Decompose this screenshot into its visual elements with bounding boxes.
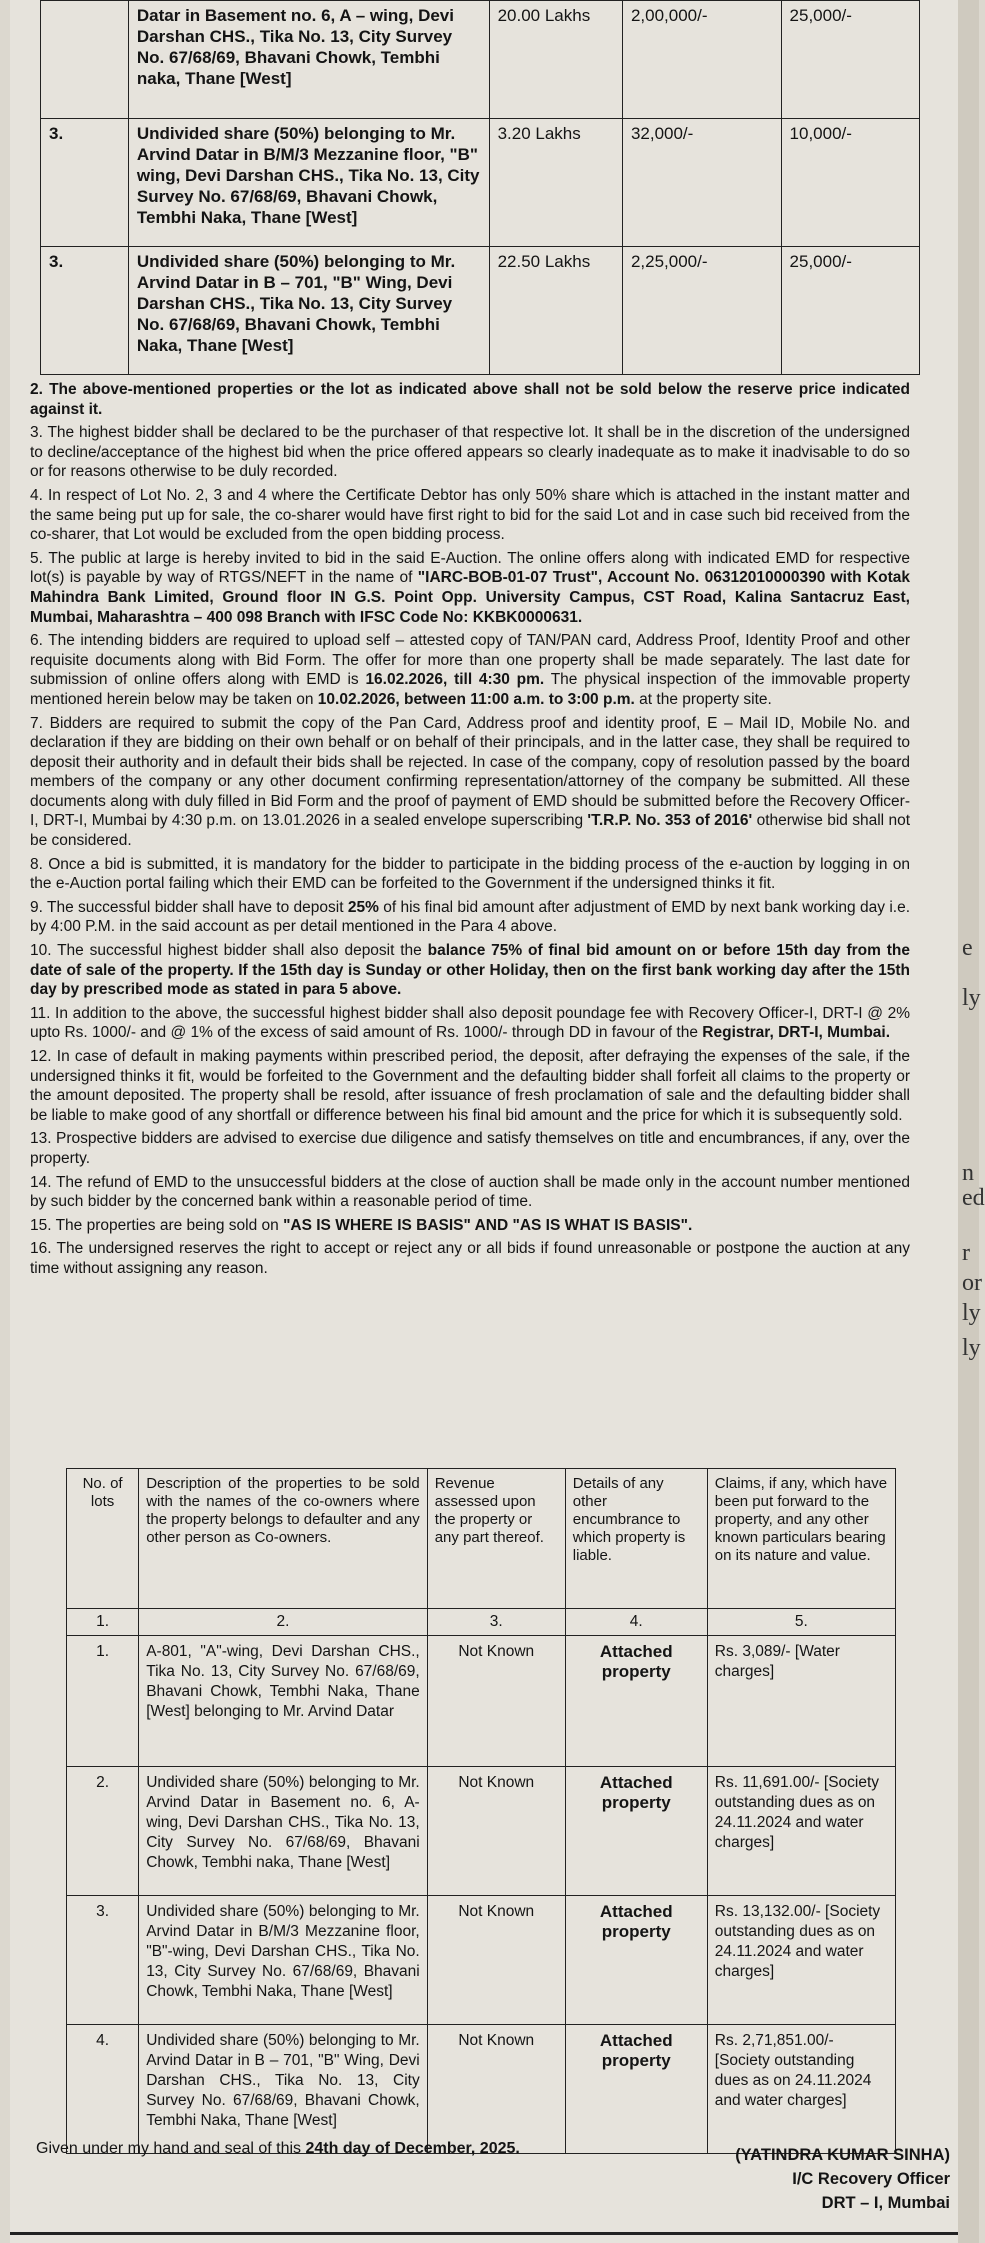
term-4: 4. In respect of Lot No. 2, 3 and 4 where the Certificate Debtor has only 50% share which is attached in the instant matter and the same being put up for sale, the co-sharer would have first right to bid for the said Lot and in case such bid received from the co-sharer, that Lot would be excluded from the open bidding process.: [30, 486, 910, 544]
bottom-rule: [10, 2232, 958, 2235]
lot-description: Undivided share (50%) belonging to Mr. Arvind Datar in B – 701, "B" Wing, Devi Darshan CHS., Tika No. 13, City Survey No. 67/68/69, Bhavani Chowk, Tembhi Naka, Thane [West]: [128, 247, 489, 375]
header-lot-number: No. of lots: [67, 1469, 139, 1609]
adjacent-fragment: or: [962, 1270, 982, 1296]
adjacent-fragment: r: [962, 1240, 970, 1266]
table-row: [67, 1896, 896, 2025]
term-3: 3. The highest bidder shall be declared to be the purchaser of that respective lot. It shall be in the discretion of the undersigned to decline/acceptance of the highest bid when the price offered appears so clearly inadequate as to make it inadvisable to do so or for reasons otherwise to be duly recorded.: [30, 424, 910, 481]
term-8: 8. Once a bid is submitted, it is mandatory for the bidder to participate in the bidding process of the e-auction by logging in on the e-Auction portal failing which their EMD can be forfeited to the Government if the undersigned thinks it fit.: [30, 855, 910, 893]
adjacent-fragment: e: [962, 935, 973, 961]
term-15: 15. The properties are being sold on "AS IS WHERE IS BASIS" AND "AS IS WHAT IS BASIS".: [30, 1216, 693, 1234]
column-number: 1.: [67, 1609, 139, 1636]
revenue-assessed: Not Known: [427, 1767, 565, 1896]
reserve-price: 3.20 Lakhs: [489, 119, 622, 247]
table-header-row: [67, 1469, 896, 1609]
table-row: [67, 1767, 896, 1896]
terms-and-conditions: [30, 380, 910, 1283]
term-16: 16. The undersigned reserves the right to accept or reject any or all bids if found unreasonable or postpone the auction at any time without assigning any reason.: [30, 1240, 910, 1277]
office-name: DRT – I, Mumbai: [821, 2194, 950, 2212]
adjacent-fragment: ly: [962, 1300, 981, 1326]
table-row: [41, 247, 920, 375]
term-6: 6. The intending bidders are required to upload self – attested copy of TAN/PAN card, Address Proof, Identity Proof and other requisite documents along with Bid Form. The offer for more than one property shall be made separately. The last date for submission of online offers along with EMD is 16.02.2026, till 4:30 pm. The physical inspection of the immovable property mentioned herein below may be taken on 10.02.2026, between 11:00 a.m. to 3:00 p.m. at the property site.: [30, 632, 910, 708]
table-row: [41, 119, 920, 247]
term-9: 9. The successful bidder shall have to deposit 25% of his final bid amount after adjustment of EMD by next bank working day i.e. by 4:00 P.M. in the said account as per detail mentioned in the Para 4 above.: [30, 898, 910, 936]
lot-number: 1.: [67, 1636, 139, 1767]
bid-increment: 25,000/-: [781, 247, 919, 375]
lot-description: Datar in Basement no. 6, A – wing, Devi Darshan CHS., Tika No. 13, City Survey No. 67/68/69, Bhavani Chowk, Tembhi naka, Thane [West]: [128, 1, 489, 119]
reserve-price: 20.00 Lakhs: [489, 1, 622, 119]
term-5: 5. The public at large is hereby invited to bid in the said E-Auction. The online offers along with indicated EMD for respective lot(s) is payable by way of RTGS/NEFT in the name of "IARC-BOB-01-07 Trust", Account No. 06312010000390 with Kotak Mahindra Bank Limited, Ground floor IN G.S. Point Opp. University Campus, CST Road, Kalina Santacruz East, Mumbai, Maharashtra – 400 098 Branch with IFSC Code No: KKBK0000631.: [30, 549, 910, 626]
lot-number: 3.: [41, 119, 129, 247]
emd-amount: 2,25,000/-: [622, 247, 781, 375]
adjacent-fragment: n: [962, 1160, 974, 1186]
officer-title: I/C Recovery Officer: [792, 2170, 950, 2188]
lot-description: Undivided share (50%) belonging to Mr. Arvind Datar in B/M/3 Mezzanine floor, "B" wing, Devi Darshan CHS., Tika No. 13, City Survey No. 67/68/69, Bhavani Chowk, Tembhi Naka, Thane [West]: [128, 119, 489, 247]
encumbrance: Attached property: [565, 2025, 707, 2154]
revenue-assessed: Not Known: [427, 2025, 565, 2154]
column-number: 3.: [427, 1609, 565, 1636]
encumbrance: Attached property: [565, 1896, 707, 2025]
lot-number: 2.: [67, 1767, 139, 1896]
lot-number: [41, 1, 129, 119]
encumbrance: Attached property: [565, 1636, 707, 1767]
term-10: 10. The successful highest bidder shall also deposit the balance 75% of final bid amount on or before 15th day from the date of sale of the property. If the 15th day is Sunday or other Holiday, then on the first bank working day after the 15th day by prescribed mode as stated in para 5 above.: [30, 942, 910, 999]
term-11: 11. In addition to the above, the successful highest bidder shall also deposit poundage fee with Recovery Officer-I, DRT-I @ 2% upto Rs. 1000/- and @ 1% of the excess of said amount of Rs. 1000/- through DD in favour of the Registrar, DRT-I, Mumbai.: [30, 1004, 910, 1042]
lot-number: 4.: [67, 2025, 139, 2154]
claims: Rs. 3,089/- [Water charges]: [707, 1636, 895, 1767]
claims: Rs. 2,71,851.00/- [Society outstanding dues as on 24.11.2024 and water charges]: [707, 2025, 895, 2154]
term-7: 7. Bidders are required to submit the copy of the Pan Card, Address proof and identity proof, E – Mail ID, Mobile No. and declaration if they are bidding on their own behalf or on behalf of their principals, and in the latter case, they shall be required to deposit their authority and in default their bids shall be rejected. In case of the company, copy of resolution passed by the board members of the company or any other document confirming representation/attorney of the company be submitted. All these documents along with duly filled in Bid Form and the proof of payment of EMD should be submitted before the Recovery Officer-I, DRT-I, Mumbai by 4:30 p.m. on 13.01.2026 in a sealed envelope superscribing 'T.R.P. No. 353 of 2016' otherwise bid shall not be considered.: [30, 714, 910, 850]
table-row: [67, 2025, 896, 2154]
column-number: 4.: [565, 1609, 707, 1636]
property-schedule-table: [66, 1468, 896, 2154]
property-description: Undivided share (50%) belonging to Mr. Arvind Datar in Basement no. 6, A-wing, Devi Darshan CHS., Tika No. 13, City Survey No. 67/68/69, Bhavani Chowk, Tembhi naka, Thane [West]: [139, 1767, 428, 1896]
property-description: A-801, "A"-wing, Devi Darshan CHS., Tika No. 13, City Survey No. 67/68/69, Bhavani Chowk, Tembhi Naka, Thane [West] belonging to Mr. Arvind Datar: [139, 1636, 428, 1767]
claims: Rs. 13,132.00/- [Society outstanding dues as on 24.11.2024 and water charges]: [707, 1896, 895, 2025]
property-description: Undivided share (50%) belonging to Mr. Arvind Datar in B – 701, "B" Wing, Devi Darshan CHS., Tika No. 13, City Survey No. 67/68/69, Bhavani Chowk, Tembhi Naka, Thane [West]: [139, 2025, 428, 2154]
header-revenue: Revenue assessed upon the property or any part thereof.: [427, 1469, 565, 1609]
header-description: Description of the properties to be sold with the names of the co-owners where the property belongs to defaulter and any other person as Co-owners.: [139, 1469, 428, 1609]
bid-increment: 25,000/-: [781, 1, 919, 119]
encumbrance: Attached property: [565, 1767, 707, 1896]
officer-name: (YATINDRA KUMAR SINHA): [735, 2146, 950, 2164]
term-12: 12. In case of default in making payments within prescribed period, the deposit, after defraying the expenses of the sale, if the undersigned thinks it fit, would be forfeited to the Government and the defaulting bidder shall forfeit all claims to the property or the amount deposited. The property shall be resold, after issuance of fresh proclamation of sale and the defaulting bidder shall be liable to make good of any shortfall or difference between his final bid amount and the price for which it is subsequently sold.: [30, 1048, 910, 1124]
term-14: 14. The refund of EMD to the unsuccessful bidders at the close of auction shall be made only in the account number mentioned by such bidder by the concerned bank within a reasonable period of time.: [30, 1173, 910, 1211]
adjacent-column-strip: [958, 0, 985, 2243]
adjacent-fragment: ly: [962, 985, 981, 1011]
signature-block: [730, 2143, 950, 2215]
given-under-hand-line: Given under my hand and seal of this 24th day of December, 2025.: [36, 2140, 520, 2157]
term-13: 13. Prospective bidders are advised to exercise due diligence and satisfy themselves on title and encumbrances, if any, over the property.: [30, 1130, 910, 1167]
adjacent-fragment: ly: [962, 1335, 981, 1361]
column-number: 5.: [707, 1609, 895, 1636]
table-row: [41, 1, 920, 119]
header-encumbrance: Details of any other encumbrance to which property is liable.: [565, 1469, 707, 1609]
column-number-row: [67, 1609, 896, 1636]
header-claims: Claims, if any, which have been put forward to the property, and any other known particulars bearing on its nature and value.: [707, 1469, 895, 1609]
reserve-price: 22.50 Lakhs: [489, 247, 622, 375]
lot-number: 3.: [67, 1896, 139, 2025]
bid-increment: 10,000/-: [781, 119, 919, 247]
revenue-assessed: Not Known: [427, 1896, 565, 2025]
property-description: Undivided share (50%) belonging to Mr. Arvind Datar in B/M/3 Mezzanine floor, "B"-wing, Devi Darshan CHS., Tika No. 13, City Survey No. 67/68/69, Bhavani Chowk, Tembhi Naka, Thane [West]: [139, 1896, 428, 2025]
emd-amount: 32,000/-: [622, 119, 781, 247]
emd-amount: 2,00,000/-: [622, 1, 781, 119]
adjacent-fragment: ed: [962, 1185, 985, 1211]
term-2: 2. The above-mentioned properties or the lot as indicated above shall not be sold below the reserve price indicated against it.: [30, 381, 910, 418]
table-row: [67, 1636, 896, 1767]
reserve-price-table: [40, 0, 920, 375]
revenue-assessed: Not Known: [427, 1636, 565, 1767]
column-number: 2.: [139, 1609, 428, 1636]
lot-number: 3.: [41, 247, 129, 375]
claims: Rs. 11,691.00/- [Society outstanding dues as on 24.11.2024 and water charges]: [707, 1767, 895, 1896]
